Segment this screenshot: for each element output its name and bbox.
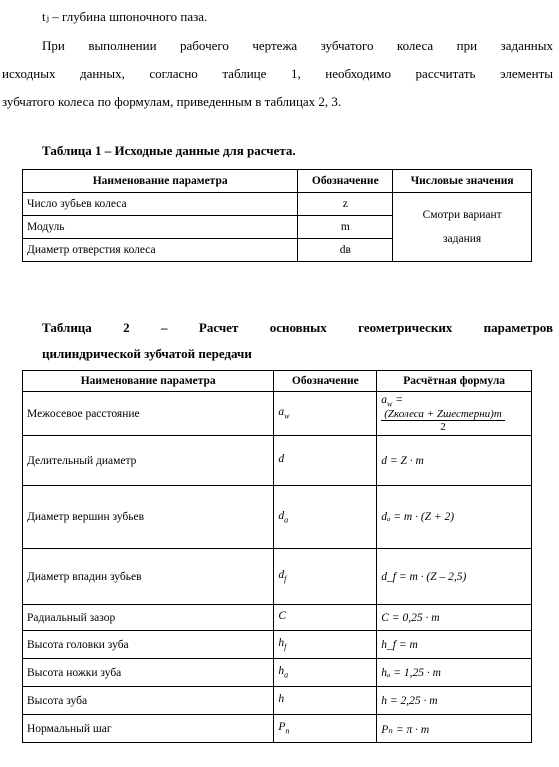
table1-header-name: Наименование параметра [23, 170, 298, 193]
table1-header-symbol: Обозначение [298, 170, 393, 193]
table2-header-symbol: Обозначение [274, 371, 377, 392]
table2-cell-name: Диаметр впадин зубьев [23, 549, 274, 605]
table1-cell-name: Диаметр отверстия колеса [23, 239, 298, 262]
table2-cell-symbol: $d_f$ [274, 549, 377, 605]
table2-cell-formula: Pₙ = π · m [377, 715, 532, 743]
table2-cell-formula: dₐ = m · (Z + 2) [377, 486, 532, 549]
table2-cell-symbol: C [274, 605, 377, 631]
table-row [23, 659, 532, 687]
table2-cell-name: Делительный диаметр [23, 436, 274, 486]
table2-cell-name: Высота зуба [23, 687, 274, 715]
table2-cell-formula: d_f = m · (Z – 2,5) [377, 549, 532, 605]
table1-cell-name: Модуль [23, 216, 298, 239]
table-row [23, 436, 532, 486]
table2-cell-symbol: h [274, 687, 377, 715]
table2-cell-name: Высота головки зуба [23, 631, 274, 659]
table2-cell-symbol: $h_a$ [274, 659, 377, 687]
table2-cell-symbol: $d_a$ [274, 486, 377, 549]
intro-para-line3: зубчатого колеса по формулам, приведенным в таблицах 2, 3. [2, 94, 342, 109]
table2-cell-formula: C = 0,25 · m [377, 605, 532, 631]
table-row [23, 715, 532, 743]
table1 [22, 169, 532, 262]
table2-cell-symbol: d [274, 436, 377, 486]
table2-cell-symbol: $a_w$ [274, 392, 377, 436]
table-row [23, 193, 532, 216]
fraction: $\frac{\text{(Zколеса + Zшестерни)m}}{2}$ [381, 408, 505, 433]
table2-cell-symbol: $P_n$ [274, 715, 377, 743]
table1-cell-name: Число зубьев колеса [23, 193, 298, 216]
table-row [23, 392, 532, 436]
table2-cell-formula: $a_w$ = $\frac{\text{(Zколеса + Zшестерни)m}}{2}$ [377, 392, 532, 436]
table1-cell-symbol: m [298, 216, 393, 239]
table-row [23, 605, 532, 631]
intro-para-line1: При выполнении рабочего чертежа зубчатого колеса при заданных [42, 38, 553, 53]
table2 [22, 370, 532, 743]
table1-header-value: Числовые значения [393, 170, 532, 193]
table2-cell-name: Диаметр вершин зубьев [23, 486, 274, 549]
table2-cell-name: Радиальный зазор [23, 605, 274, 631]
table-row [23, 631, 532, 659]
intro-line0: tⱼ – глубина шпоночного паза. [42, 9, 208, 24]
table-row [23, 549, 532, 605]
table2-cell-symbol: $h_f$ [274, 631, 377, 659]
table1-cell-symbol: z [298, 193, 393, 216]
table2-cell-name: Межосевое расстояние [23, 392, 274, 436]
table2-cell-formula: hₐ = 1,25 · m [377, 659, 532, 687]
table2-cell-name: Высота ножки зуба [23, 659, 274, 687]
table2-cell-formula: h = 2,25 · m [377, 687, 532, 715]
table1-title: Таблица 1 – Исходные данные для расчета. [42, 143, 296, 158]
table2-title-line1: Таблица 2 – Расчет основных геометрических параметров [42, 320, 553, 335]
table-row [23, 486, 532, 549]
table1-cell-symbol: dв [298, 239, 393, 262]
table2-header-name: Наименование параметра [23, 371, 274, 392]
table1-merged-line1: Смотри вариант [422, 209, 502, 221]
table2-header-formula: Расчётная формула [377, 371, 532, 392]
table1-merged-line2: задания [443, 233, 482, 245]
intro-para-line2: исходных данных, согласно таблице 1, необходимо рассчитать элементы [2, 66, 553, 81]
table2-cell-formula: d = Z · m [377, 436, 532, 486]
table1-merged-value [393, 193, 532, 262]
table2-cell-name: Нормальный шаг [23, 715, 274, 743]
table2-cell-formula: h_f = m [377, 631, 532, 659]
table-row [23, 687, 532, 715]
table2-title-line2: цилиндрической зубчатой передачи [42, 346, 252, 361]
